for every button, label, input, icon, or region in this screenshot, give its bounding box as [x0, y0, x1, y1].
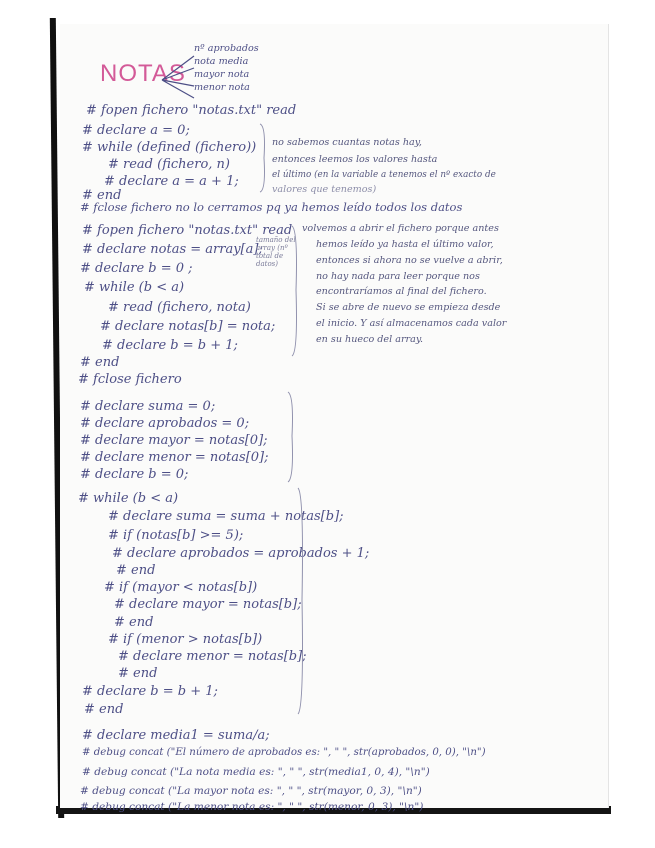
code-line: # declare notas[b] = nota; — [100, 319, 276, 334]
code-line: # declare notas = array[a]; — [82, 242, 263, 257]
note-line: hemos leído ya hasta el último valor, — [316, 239, 494, 250]
code-line: # declare suma = 0; — [80, 399, 216, 414]
side-note: tamaño del array (nº total de datos) — [256, 236, 296, 268]
code-line: # declare b = b + 1; — [82, 684, 218, 699]
code-line: # while (b < a) — [78, 491, 179, 506]
code-line: # fopen fichero "notas.txt" read — [82, 223, 293, 238]
note-line: no hay nada para leer porque nos — [316, 271, 480, 282]
page-title: NOTAS — [100, 60, 186, 87]
note-line: entonces leemos los valores hasta — [272, 154, 438, 165]
code-line: # if (notas[b] >= 5); — [108, 528, 244, 543]
code-line: # debug concat ("La nota media es: ", " ", str(media1, 0, 4), "\n") — [82, 766, 430, 778]
code-line: # read (fichero, nota) — [108, 300, 251, 315]
code-line: # end — [114, 615, 154, 630]
code-line: # declare b = 0; — [80, 467, 189, 482]
note-line: no sabemos cuantas notas hay, — [272, 137, 422, 148]
code-line: # declare b = 0 ; — [80, 261, 193, 276]
code-line: # debug concat ("La mayor nota es: ", " ", str(mayor, 0, 3), "\n") — [80, 785, 422, 797]
code-line: # end — [118, 666, 158, 681]
code-line: # declare media1 = suma/a; — [82, 728, 270, 743]
code-line: # declare mayor = notas[b]; — [114, 597, 302, 612]
title-bullet-2: nota media — [194, 56, 249, 67]
title-bullet-1: nº aprobados — [194, 43, 259, 54]
note-line: encontraríamos al final del fichero. — [316, 286, 487, 297]
note-line: el último (en la variable a tenemos el nº exacto de — [272, 170, 496, 180]
bracket — [296, 486, 306, 716]
code-line: # end — [82, 188, 122, 203]
code-line: # declare suma = suma + notas[b]; — [108, 509, 344, 524]
code-line: # if (mayor < notas[b]) — [104, 580, 258, 595]
bracket — [286, 390, 296, 485]
notebook-sheet — [60, 24, 609, 813]
note-line: volvemos a abrir el fichero porque antes — [302, 223, 499, 234]
code-line: # while (defined (fichero)) — [82, 140, 257, 155]
note-line: entonces si ahora no se vuelve a abrir, — [316, 255, 503, 266]
code-line: # end — [84, 702, 124, 717]
title-bullet-3: mayor nota — [194, 69, 250, 80]
code-line: # if (menor > notas[b]) — [108, 632, 263, 647]
note-line: Si se abre de nuevo se empieza desde — [316, 302, 501, 313]
code-line: # fclose fichero — [78, 372, 182, 387]
code-line: # declare menor = notas[b]; — [118, 649, 307, 664]
code-line: # while (b < a) — [84, 280, 185, 295]
code-line: # declare b = b + 1; — [102, 338, 238, 353]
code-line: # read (fichero, n) — [108, 157, 230, 172]
code-line: # debug concat ("La menor nota es: ", " ", str(menor, 0, 3), "\n") — [80, 801, 424, 813]
bracket — [258, 122, 268, 194]
code-line: # declare a = 0; — [82, 123, 190, 138]
note-line: el inicio. Y así almacenamos cada valor — [316, 318, 507, 329]
code-line: # declare a = a + 1; — [104, 174, 239, 189]
code-line: # debug concat ("El número de aprobados es: ", " ", str(aprobados, 0, 0), "\n") — [82, 747, 486, 758]
code-line: # declare aprobados = 0; — [80, 416, 250, 431]
title-bullet-4: menor nota — [194, 82, 250, 93]
code-line: # fclose fichero no lo cerramos pq ya hemos leído todos los datos — [80, 200, 463, 214]
code-line: # declare mayor = notas[0]; — [80, 433, 268, 448]
code-line: # declare aprobados = aprobados + 1; — [112, 546, 370, 561]
code-line: # end — [116, 563, 156, 578]
code-line: # fopen fichero "notas.txt" read — [86, 103, 297, 118]
bracket — [290, 224, 300, 359]
note-line: en su hueco del array. — [316, 334, 424, 345]
note-line: valores que tenemos) — [272, 184, 377, 195]
code-line: # end — [80, 355, 120, 370]
code-line: # declare menor = notas[0]; — [80, 450, 269, 465]
